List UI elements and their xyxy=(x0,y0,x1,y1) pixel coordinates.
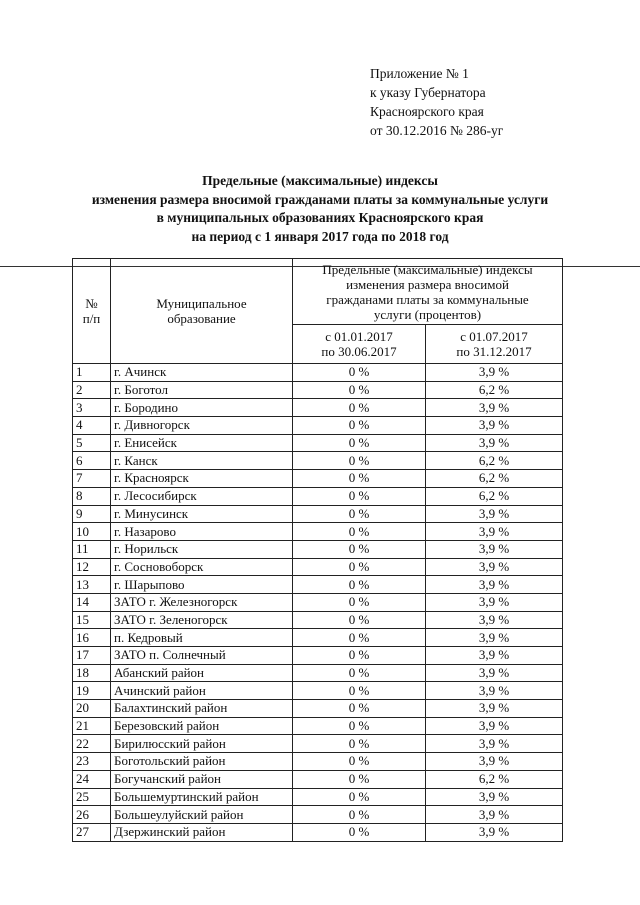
table-row xyxy=(73,717,563,735)
index-period-2: 6,2 % xyxy=(426,470,563,488)
header-indices-group xyxy=(293,259,563,325)
row-number: 23 xyxy=(73,753,111,771)
appendix-block xyxy=(370,64,503,140)
appendix-line: от 30.12.2016 № 286-уг xyxy=(370,123,504,138)
index-period-1: 0 % xyxy=(293,523,426,541)
index-period-1: 0 % xyxy=(293,452,426,470)
table-row xyxy=(73,576,563,594)
table-row xyxy=(73,735,563,753)
index-period-2: 3,9 % xyxy=(426,682,563,700)
index-period-2: 3,9 % xyxy=(426,735,563,753)
indices-table xyxy=(72,258,563,842)
index-period-2: 6,2 % xyxy=(426,770,563,788)
table-row xyxy=(73,788,563,806)
appendix-line: Красноярского края xyxy=(370,104,484,119)
index-period-2: 3,9 % xyxy=(426,753,563,771)
municipality-name: г. Бородино xyxy=(111,399,293,417)
row-number: 5 xyxy=(73,434,111,452)
index-period-1: 0 % xyxy=(293,487,426,505)
table-row xyxy=(73,540,563,558)
row-number: 1 xyxy=(73,364,111,382)
index-period-2: 6,2 % xyxy=(426,452,563,470)
index-period-2: 3,9 % xyxy=(426,806,563,824)
row-number: 24 xyxy=(73,770,111,788)
row-number: 11 xyxy=(73,540,111,558)
municipality-name: ЗАТО г. Железногорск xyxy=(111,593,293,611)
header-period-1 xyxy=(293,325,426,364)
index-period-1: 0 % xyxy=(293,735,426,753)
index-period-2: 3,9 % xyxy=(426,558,563,576)
municipality-name: г. Шарыпово xyxy=(111,576,293,594)
index-period-1: 0 % xyxy=(293,576,426,594)
appendix-line: Приложение № 1 xyxy=(370,66,469,81)
table-row xyxy=(73,558,563,576)
table-row xyxy=(73,629,563,647)
table-row xyxy=(73,770,563,788)
municipality-name: г. Назарово xyxy=(111,523,293,541)
municipality-name: г. Лесосибирск xyxy=(111,487,293,505)
appendix-line: к указу Губернатора xyxy=(370,85,486,100)
index-period-1: 0 % xyxy=(293,700,426,718)
index-period-2: 3,9 % xyxy=(426,417,563,435)
index-period-2: 6,2 % xyxy=(426,381,563,399)
municipality-name: Богучанский район xyxy=(111,770,293,788)
header-municipality xyxy=(111,259,293,364)
municipality-name: Бирилюсский район xyxy=(111,735,293,753)
index-period-1: 0 % xyxy=(293,717,426,735)
row-number: 2 xyxy=(73,381,111,399)
municipality-name: Большемуртинский район xyxy=(111,788,293,806)
row-number: 3 xyxy=(73,399,111,417)
table-row xyxy=(73,381,563,399)
title-line: в муниципальных образованиях Красноярского края xyxy=(156,210,484,225)
index-period-1: 0 % xyxy=(293,753,426,771)
header-period-line: по 30.06.2017 xyxy=(321,344,397,359)
municipality-name: Дзержинский район xyxy=(111,823,293,841)
index-period-1: 0 % xyxy=(293,470,426,488)
table-row xyxy=(73,399,563,417)
table-row xyxy=(73,523,563,541)
municipality-name: ЗАТО п. Солнечный xyxy=(111,647,293,665)
row-number: 20 xyxy=(73,700,111,718)
table-row xyxy=(73,664,563,682)
document-title xyxy=(20,172,620,246)
municipality-name: г. Дивногорск xyxy=(111,417,293,435)
row-number: 27 xyxy=(73,823,111,841)
index-period-1: 0 % xyxy=(293,505,426,523)
title-line: Предельные (максимальные) индексы xyxy=(202,173,438,188)
table-row xyxy=(73,417,563,435)
index-period-2: 3,9 % xyxy=(426,611,563,629)
index-period-2: 3,9 % xyxy=(426,523,563,541)
index-period-1: 0 % xyxy=(293,434,426,452)
index-period-1: 0 % xyxy=(293,682,426,700)
row-number: 25 xyxy=(73,788,111,806)
index-period-2: 3,9 % xyxy=(426,505,563,523)
index-period-1: 0 % xyxy=(293,823,426,841)
header-number-line: п/п xyxy=(82,311,101,326)
row-number: 21 xyxy=(73,717,111,735)
header-number xyxy=(73,259,111,364)
municipality-name: г. Енисейск xyxy=(111,434,293,452)
index-period-2: 3,9 % xyxy=(426,593,563,611)
municipality-name: г. Минусинск xyxy=(111,505,293,523)
table-row xyxy=(73,647,563,665)
table-row xyxy=(73,823,563,841)
index-period-1: 0 % xyxy=(293,399,426,417)
municipality-name: г. Норильск xyxy=(111,540,293,558)
row-number: 18 xyxy=(73,664,111,682)
table-row xyxy=(73,806,563,824)
index-period-1: 0 % xyxy=(293,540,426,558)
table-row xyxy=(73,700,563,718)
index-period-1: 0 % xyxy=(293,664,426,682)
municipality-name: г. Красноярск xyxy=(111,470,293,488)
index-period-2: 6,2 % xyxy=(426,487,563,505)
index-period-1: 0 % xyxy=(293,593,426,611)
index-period-2: 3,9 % xyxy=(426,399,563,417)
municipality-name: ЗАТО г. Зеленогорск xyxy=(111,611,293,629)
municipality-name: Большеулуйский район xyxy=(111,806,293,824)
row-number: 4 xyxy=(73,417,111,435)
title-line: изменения размера вносимой гражданами платы за коммунальные услуги xyxy=(91,191,549,207)
header-period-line: с 01.07.2017 xyxy=(460,329,528,344)
index-period-1: 0 % xyxy=(293,381,426,399)
header-municipality-line: образование xyxy=(167,311,236,326)
row-number: 13 xyxy=(73,576,111,594)
table-row xyxy=(73,611,563,629)
index-period-2: 3,9 % xyxy=(426,788,563,806)
row-number: 10 xyxy=(73,523,111,541)
index-period-1: 0 % xyxy=(293,417,426,435)
index-period-1: 0 % xyxy=(293,806,426,824)
municipality-name: Абанский район xyxy=(111,664,293,682)
municipality-name: Балахтинский район xyxy=(111,700,293,718)
index-period-2: 3,9 % xyxy=(426,434,563,452)
title-line: на период с 1 января 2017 года по 2018 год xyxy=(191,228,449,244)
index-period-1: 0 % xyxy=(293,611,426,629)
index-period-2: 3,9 % xyxy=(426,629,563,647)
table-row xyxy=(73,682,563,700)
row-number: 19 xyxy=(73,682,111,700)
index-period-2: 3,9 % xyxy=(426,540,563,558)
index-period-1: 0 % xyxy=(293,558,426,576)
index-period-1: 0 % xyxy=(293,770,426,788)
row-number: 9 xyxy=(73,505,111,523)
header-number-line: № xyxy=(85,296,98,311)
table-row xyxy=(73,487,563,505)
index-period-1: 0 % xyxy=(293,364,426,382)
header-period-2 xyxy=(426,325,563,364)
row-number: 22 xyxy=(73,735,111,753)
table-row xyxy=(73,364,563,382)
header-group-line: изменения размера вносимой xyxy=(346,276,509,292)
index-period-2: 3,9 % xyxy=(426,647,563,665)
table-row xyxy=(73,505,563,523)
index-period-1: 0 % xyxy=(293,647,426,665)
index-period-2: 3,9 % xyxy=(426,364,563,382)
index-period-2: 3,9 % xyxy=(426,664,563,682)
row-number: 15 xyxy=(73,611,111,629)
municipality-name: г. Сосновоборск xyxy=(111,558,293,576)
index-period-2: 3,9 % xyxy=(426,700,563,718)
municipality-name: г. Канск xyxy=(111,452,293,470)
index-period-2: 3,9 % xyxy=(426,717,563,735)
municipality-name: Ачинский район xyxy=(111,682,293,700)
header-period-line: по 31.12.2017 xyxy=(456,344,532,359)
table-row xyxy=(73,470,563,488)
row-number: 14 xyxy=(73,593,111,611)
header-group-line: услуги (процентов) xyxy=(373,306,482,322)
table-row xyxy=(73,434,563,452)
row-number: 7 xyxy=(73,470,111,488)
row-number: 8 xyxy=(73,487,111,505)
row-number: 26 xyxy=(73,806,111,824)
header-municipality-line: Муниципальное xyxy=(156,296,247,311)
header-group-line: Предельные (максимальные) индексы xyxy=(322,261,533,277)
index-period-2: 3,9 % xyxy=(426,823,563,841)
row-number: 6 xyxy=(73,452,111,470)
row-number: 17 xyxy=(73,647,111,665)
row-number: 12 xyxy=(73,558,111,576)
municipality-name: г. Боготол xyxy=(111,381,293,399)
table-row xyxy=(73,452,563,470)
header-group-line: гражданами платы за коммунальные xyxy=(326,291,529,307)
table-row xyxy=(73,753,563,771)
municipality-name: п. Кедровый xyxy=(111,629,293,647)
municipality-name: Боготольский район xyxy=(111,753,293,771)
row-number: 16 xyxy=(73,629,111,647)
table-row xyxy=(73,593,563,611)
municipality-name: г. Ачинск xyxy=(111,364,293,382)
index-period-1: 0 % xyxy=(293,629,426,647)
header-period-line: с 01.01.2017 xyxy=(325,329,393,344)
index-period-1: 0 % xyxy=(293,788,426,806)
municipality-name: Березовский район xyxy=(111,717,293,735)
index-period-2: 3,9 % xyxy=(426,576,563,594)
